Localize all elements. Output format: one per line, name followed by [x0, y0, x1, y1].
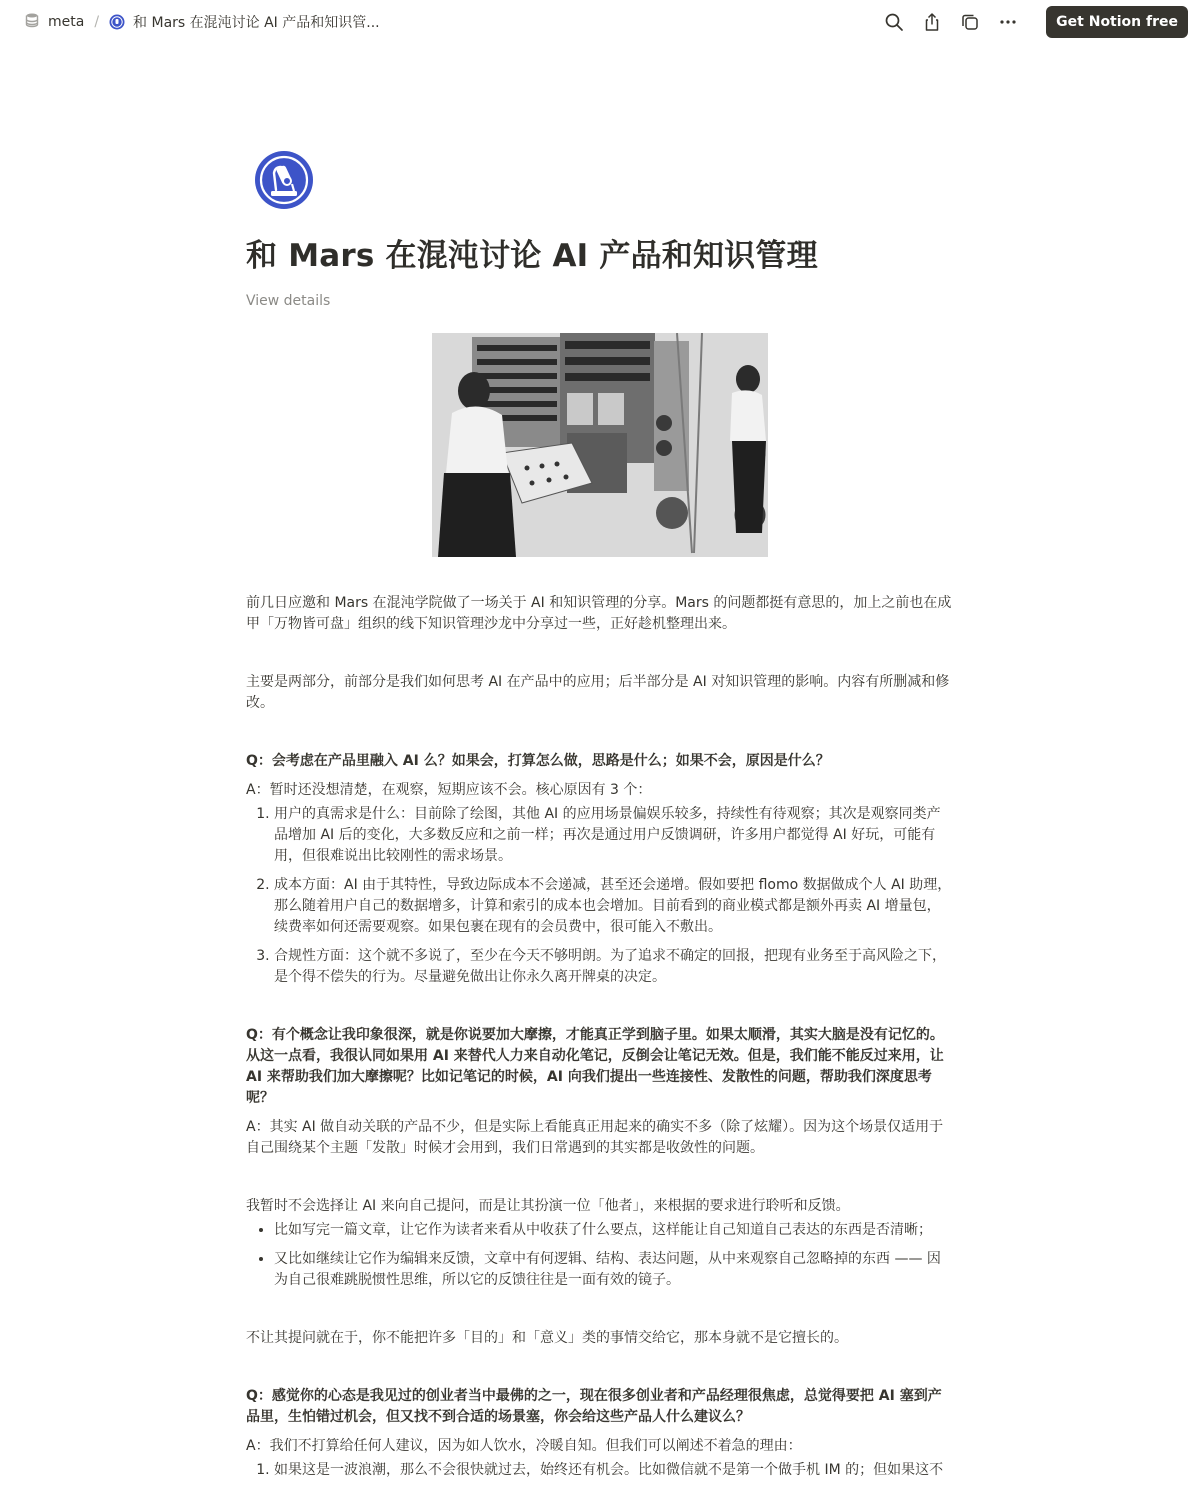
list-item: • 比如写完一篇文章，让它作为读者来看从中收获了什么要点，这样能让自己知道自己表达的东西是否清晰；: [274, 1220, 954, 1241]
numbered-list: [246, 804, 954, 988]
topbar-actions: [880, 6, 1188, 38]
top-bar: [0, 0, 1200, 44]
duplicate-button[interactable]: [956, 8, 984, 36]
answer-paragraph: A：其实 AI 做自动关联的产品不少，但是实际上看能真正用起来的确实不多（除了炫耀）。因为这个场景仅适用于自己围绕某个主题「发散」时候才会用到，我们日常遇到的其实都是收敛性的问题。: [246, 1119, 944, 1156]
list-item: 2. 成本方面：AI 由于其特性，导致边际成本不会递减，甚至还会递增。假如要把 flomo 数据做成个人 AI 助理，那么随着用户自己的数据增多，计算和索引的成本也会增加。目前看到的商业模式都是额外再卖 AI 增量包，续费率如何还需要观察。如果包裹在现有的会员费中，很可能入不敷出。: [274, 875, 954, 938]
share-button[interactable]: [918, 8, 946, 36]
paragraph: 主要是两部分，前部分是我们如何思考 AI 在产品中的应用；后半部分是 AI 对知识管理的影响。内容有所删减和修改。: [246, 674, 950, 711]
breadcrumb-workspace-label: meta: [48, 14, 85, 30]
question-heading: Q：感觉你的心态是我见过的创业者当中最佛的之一，现在很多创业者和产品经理很焦虑，总觉得要把 AI 塞到产品里，生怕错过机会，但又找不到合适的场景塞，你会给这些产品人什么建议么？: [246, 1388, 942, 1425]
search-button[interactable]: [880, 8, 908, 36]
duplicate-icon: [960, 12, 980, 32]
database-icon: [24, 12, 40, 32]
share-icon: [922, 12, 942, 32]
page-icon[interactable]: [254, 150, 314, 210]
cover-image: [432, 333, 768, 557]
list-item: 1. 用户的真需求是什么：目前除了绘图，其他 AI 的应用场景偏娱乐较多，持续性有待观察；其次是观察同类产品增加 AI 后的变化，大多数反应和之前一样；再次是通过用户反馈调研，许多用户都觉得 AI 好玩，可能有用，但很难说出比较刚性的需求场景。: [274, 804, 954, 867]
more-icon: [998, 12, 1018, 32]
breadcrumb-workspace[interactable]: [20, 10, 88, 34]
breadcrumb-separator: /: [94, 14, 100, 30]
article-body: [246, 593, 954, 1481]
paragraph: 前几日应邀和 Mars 在混沌学院做了一场关于 AI 和知识管理的分享。Mars 的问题都挺有意思的，加上之前也在成甲「万物皆可盘」组织的线下知识管理沙龙中分享过一些，正好趁机整理出来。: [246, 595, 952, 632]
numbered-list: [246, 1460, 954, 1481]
list-item: 3. 合规性方面：这个就不多说了，至少在今天不够明朗。为了追求不确定的回报，把现有业务至于高风险之下，是个得不偿失的行为。尽量避免做出让你永久离开牌桌的决定。: [274, 946, 954, 988]
page-content: [246, 150, 954, 1489]
page-emblem-icon: [254, 150, 314, 210]
breadcrumb-page-label: 和 Mars 在混沌讨论 AI 产品和知识管...: [133, 15, 380, 31]
get-notion-free-button[interactable]: Get Notion free: [1046, 6, 1188, 38]
page-title: 和 Mars 在混沌讨论 AI 产品和知识管理: [246, 238, 818, 274]
paragraph: 不让其提问就在于，你不能把许多「目的」和「意义」类的事情交给它，那本身就不是它擅长的。: [246, 1330, 848, 1346]
breadcrumb: [20, 10, 384, 34]
question-heading: Q：会考虑在产品里融入 AI 么？如果会，打算怎么做，思路是什么；如果不会，原因是什么？: [246, 753, 830, 769]
answer-paragraph: A：我们不打算给任何人建议，因为如人饮水，冷暖自知。但我们可以阐述不着急的理由：: [246, 1438, 802, 1454]
view-details-link[interactable]: View details: [246, 293, 331, 309]
breadcrumb-page[interactable]: [105, 10, 384, 34]
page-emblem-icon: [109, 14, 125, 30]
paragraph: 我暂时不会选择让 AI 来向自己提问，而是让其扮演一位「他者」，来根据的要求进行聆听和反馈。: [246, 1198, 850, 1214]
answer-paragraph: A：暂时还没想清楚，在观察，短期应该不会。核心原因有 3 个：: [246, 782, 652, 798]
more-options-button[interactable]: [994, 8, 1022, 36]
question-heading: Q：有个概念让我印象很深，就是你说要加大摩擦，才能真正学到脑子里。如果太顺滑，其实大脑是没有记忆的。从这一点看，我很认同如果用 AI 来替代人力来自动化笔记，反倒会让笔记无效。但是，我们能不能反过来用，让 AI 来帮助我们加大摩擦呢？比如记笔记的时候，AI 向我们提出一些连接性、发散性的问题，帮助我们深度思考呢？: [246, 1027, 944, 1106]
search-icon: [884, 12, 904, 32]
list-item: 1. 如果这是一波浪潮，那么不会很快就过去，始终还有机会。比如微信就不是第一个做手机 IM 的；但如果这不: [274, 1460, 954, 1481]
bulleted-list: [246, 1220, 954, 1291]
list-item: • 又比如继续让它作为编辑来反馈，文章中有何逻辑、结构、表达问题，从中来观察自己忽略掉的东西 —— 因为自己很难跳脱惯性思维，所以它的反馈往往是一面有效的镜子。: [274, 1249, 954, 1291]
